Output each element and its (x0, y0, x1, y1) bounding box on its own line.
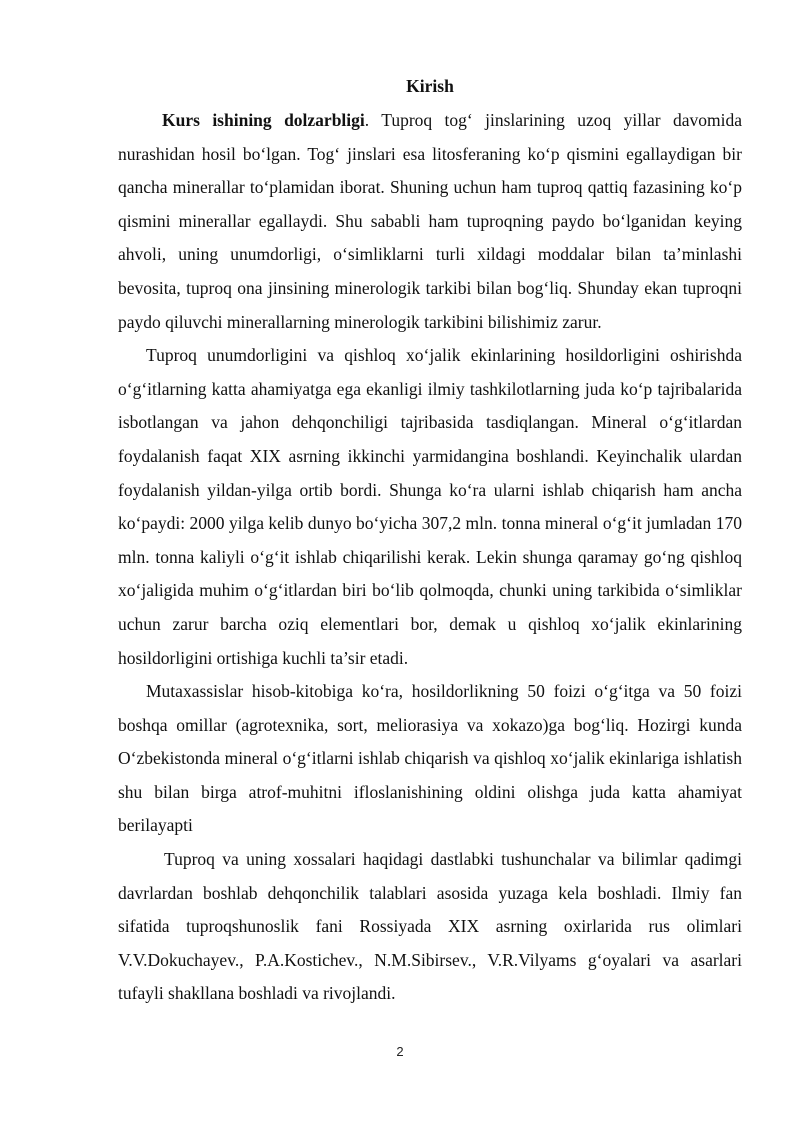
paragraph-fertilizers: Tuproq unumdorligini va qishloq xo‘jalik ekinlarining hosildorligini oshirishda o‘g‘itlarning katta ahamiyatga ega ekanligi ilmiy tashkilotlarning juda ko‘p tajribalarida isbotlangan va jahon dehqonchiligi tajribasida tasdiqlangan. Mineral o‘g‘itlardan foydalanish faqat XIX asrning ikkinchi yarmidangina boshlandi. Keyinchalik ulardan foydalanish yildan-yilga ortib bordi. Shunga ko‘ra ularni ishlab chiqarish ham ancha ko‘paydi: 2000 yilga kelib dunyo bo‘yicha 307,2 mln. tonna mineral o‘g‘it jumladan 170 mln. tonna kaliyli o‘g‘it ishlab chiqarilishi kerak. Lekin shunga qaramay go‘ng qishloq xo‘jaligida muhim o‘g‘itlardan biri bo‘lib qolmoqda, chunki uning tarkibida o‘simliklar uchun zarur barcha oziq elementlari bor, demak u qishloq xo‘jalik ekinlarining hosildorligini ortishiga kuchli ta’sir etadi. (118, 345, 742, 668)
section-heading: Kirish (406, 76, 454, 96)
paragraph-specialists: Mutaxassislar hisob-kitobiga ko‘ra, hosildorlikning 50 foizi o‘g‘itga va 50 foizi boshqa omillar (agrotexnika, sort, meliorasiya va xokazo)ga bog‘liq. Hozirgi kunda O‘zbekistonda mineral o‘g‘itlarni ishlab chiqarish va qishloq xo‘jalik ekinlariga ishlatish shu bilan birga atrof-muhitni ifloslanishining oldini olishga juda katta ahamiyat berilayapti (118, 681, 742, 836)
paragraph-relevance (118, 104, 742, 339)
document-page (118, 74, 742, 1011)
relevance-lead: Kurs ishining dolzarbligi (162, 110, 365, 130)
relevance-text: . Tuproq tog‘ jinslarining uzoq yillar davomida nurashidan hosil bo‘lgan. Tog‘ jinslari esa litosferaning ko‘p qismini egallaydigan bir qancha minerallar to‘plamidan iborat. Shuning uchun ham tuproq qattiq fazasining ko‘p qismini minerallar egallaydi. Shu sababli ham tuproqning paydo bo‘lganidan keying ahvoli, uning unumdorligi, o‘simliklarni turli xildagi moddalar bilan ta’minlashi bevosita, tuproq ona jinsining minerologik tarkibi bilan bog‘liq. Shunday ekan tuproqni paydo qiluvchi minerallarning minerologik tarkibini bilishimiz zarur. (118, 110, 743, 332)
page-number: 2 (396, 1044, 404, 1059)
paragraph-history: Tuproq va uning xossalari haqidagi dastlabki tushunchalar va bilimlar qadimgi davrlardan boshlab dehqonchilik talablari asosida yuzaga kela boshladi. Ilmiy fan sifatida tuproqshunoslik fani Rossiyada XIX asrning oxirlarida rus olimlari V.V.Dokuchayev., P.A.Kostichev., N.M.Sibirsev., V.R.Vilyams g‘oyalari va asarlari tufayli shakllana boshladi va rivojlandi. (118, 849, 742, 1004)
